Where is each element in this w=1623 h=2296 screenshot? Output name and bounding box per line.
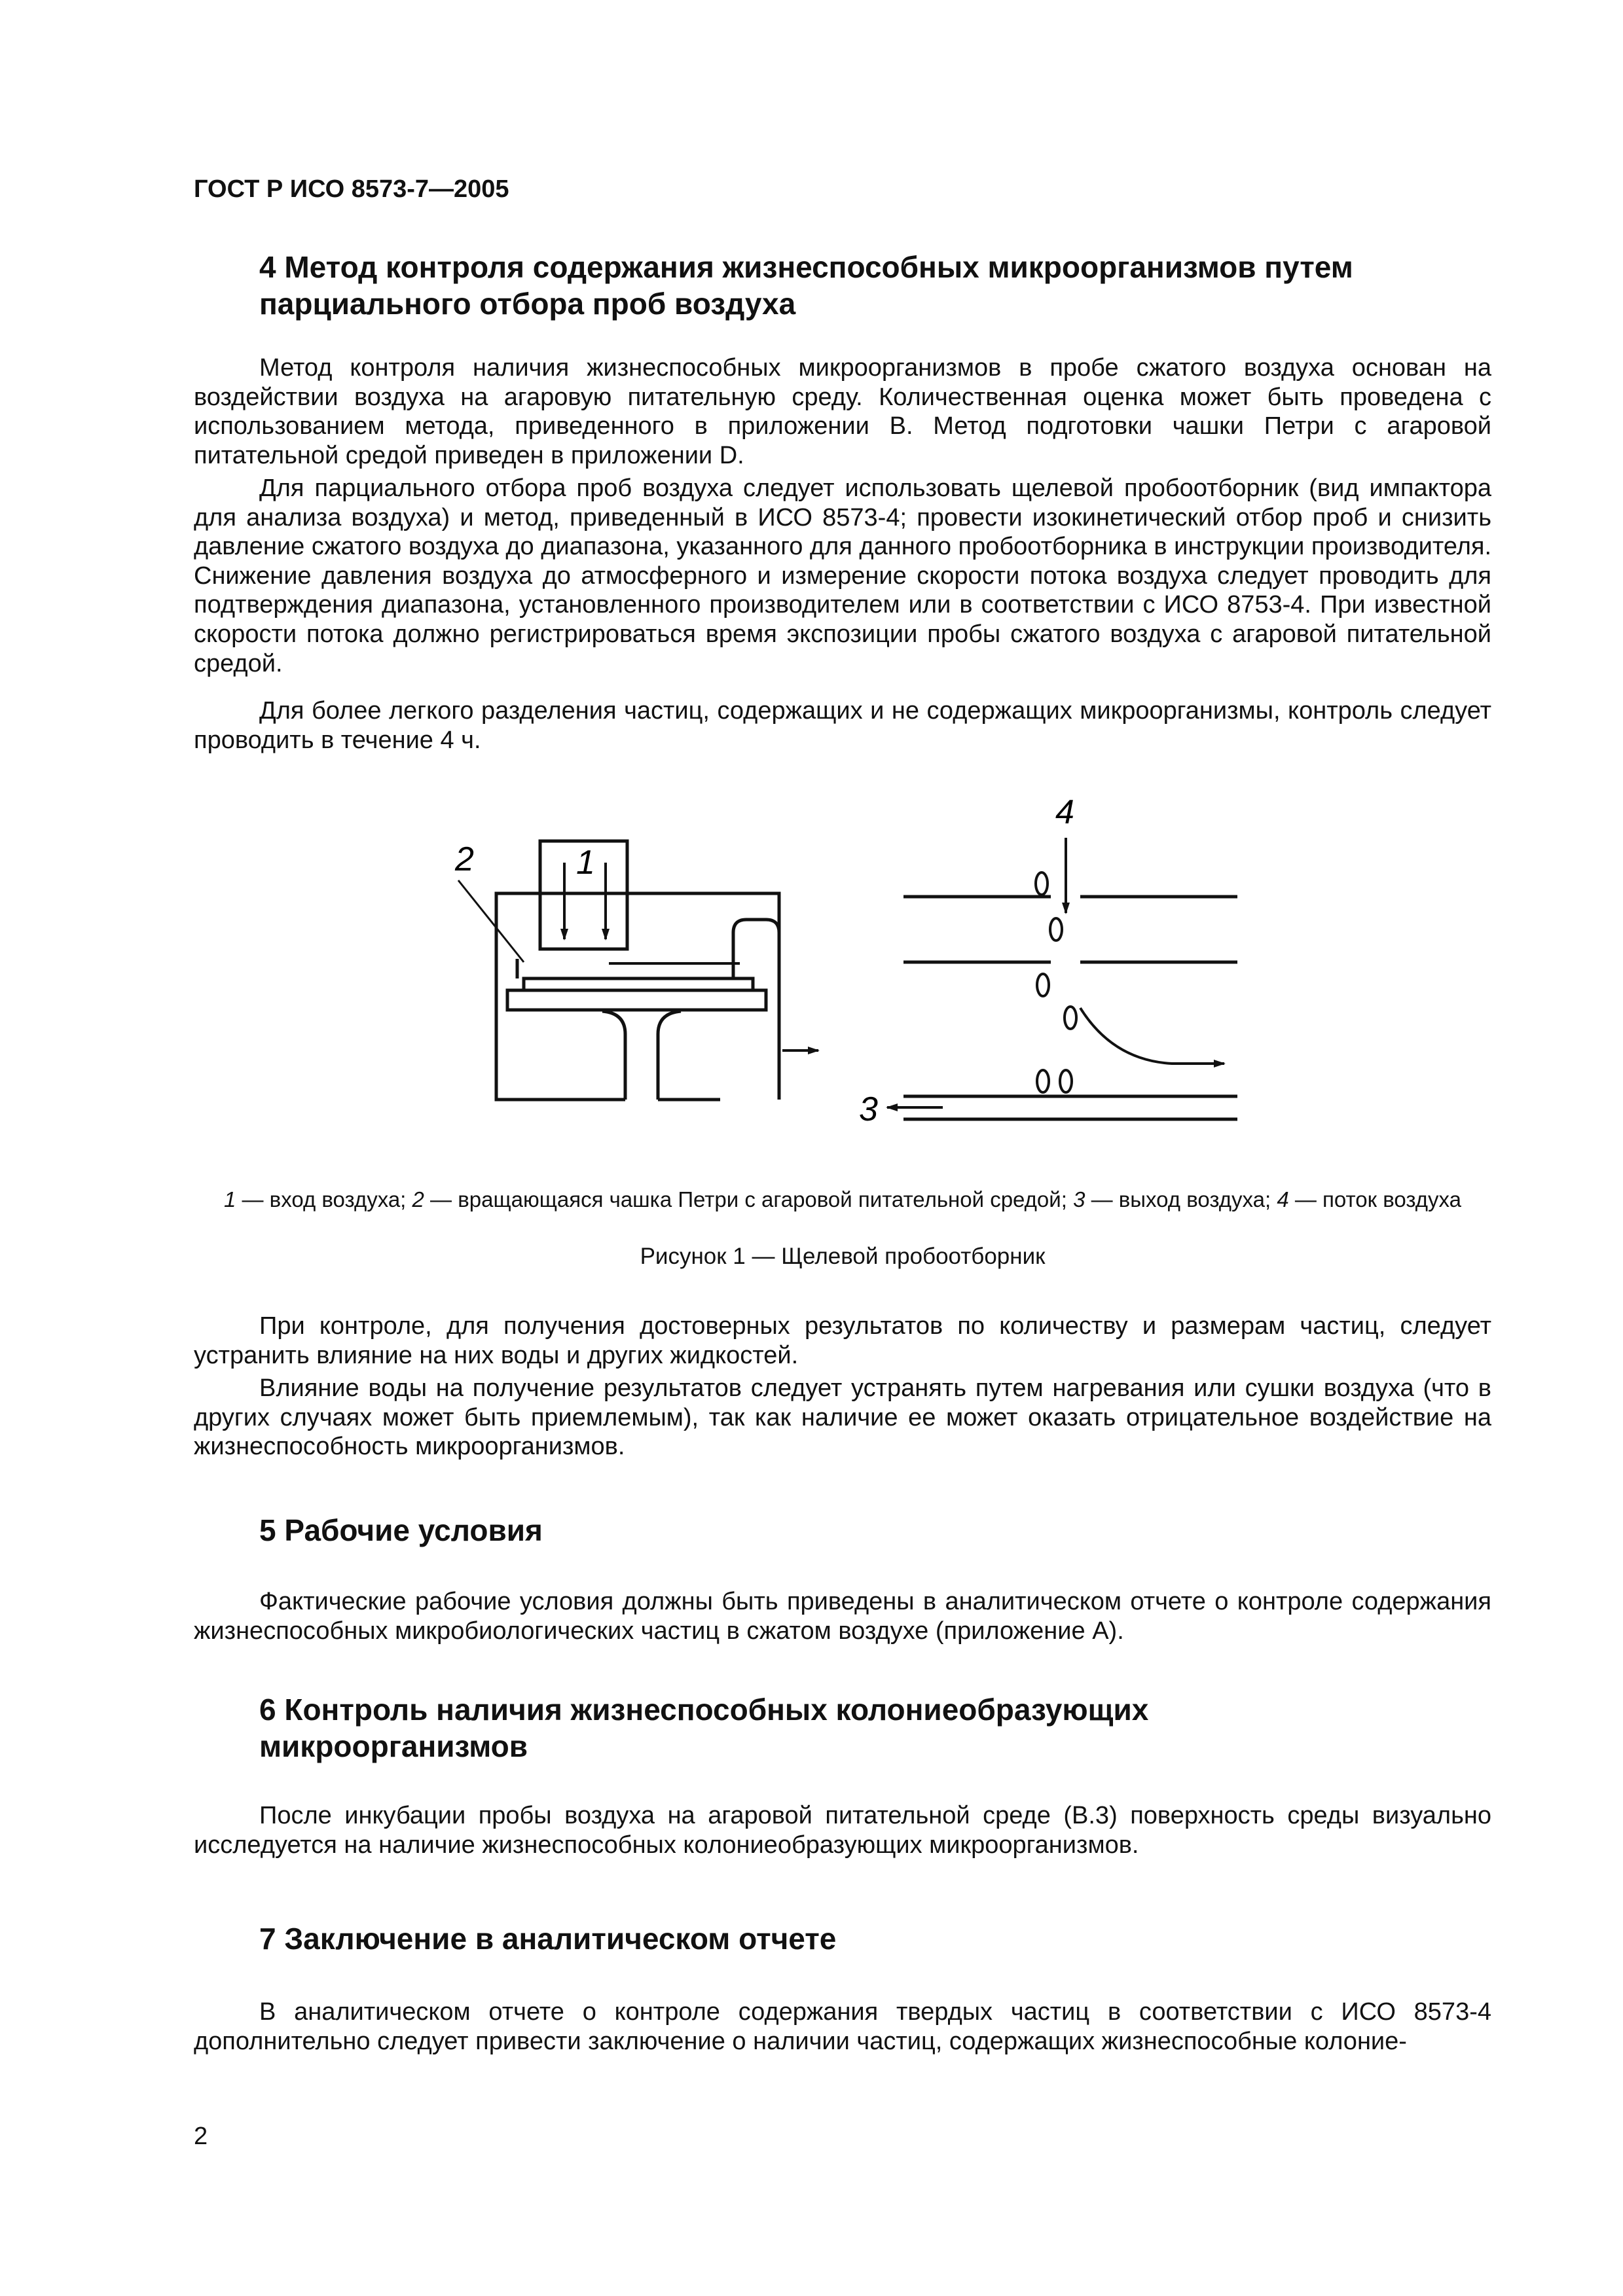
section-4-paragraph-3: Для более легкого разделения частиц, содержащих и не содержащих микроорганизмы, контроль следует проводить в течение 4 ч. [194,697,1491,754]
legend-text-1: — вход воздуха; [236,1187,412,1211]
rotating-stand [602,1011,681,1100]
section-6-title-line1: 6 Контроль наличия жизнеспособных колониеобразующих [259,1693,1149,1727]
section-6-title-line2: микроорганизмов [259,1729,528,1763]
legend-number-4: 4 [1277,1187,1289,1211]
section-4-title-line1: 4 Метод контроля содержания жизнеспособных микроорганизмов путем [259,250,1353,284]
section-4-paragraph-2: Для парциального отбора проб воздуха следует использовать щелевой пробоотборник (вид импактора для анализа воздуха) и метод, приведенный в ИСО 8573-4; провести изокинетический отбор проб и снизить давление сжатого воздуха до диапазона, указанного для данного пробоотборника в инструкции производителя. Снижение давления воздуха до атмосферного и измерение скорости потока воздуха следует проводить для подтверждения диапазона, установленного производителем или в соответствии с ИСО 8753-4. При известной скорости потока должно регистрироваться время экспозиции пробы сжатого воздуха с агаровой питательной средой. [194,475,1491,677]
section-5-heading: 5 Рабочие условия [259,1513,543,1547]
section-6-paragraph-1: После инкубации пробы воздуха на агаровой питательной среде (В.3) поверхность среды визуально исследуется на наличие жизнеспособных колониеобразующих микроорганизмов. [194,1802,1491,1859]
particle-2 [1050,918,1062,941]
legend-number-1: 1 [223,1187,236,1211]
callout-3: 3 [859,1090,878,1128]
document-header: ГОСТ Р ИСО 8573-7—2005 [194,175,509,203]
callout-2: 2 [455,840,474,878]
petri-dish [507,990,766,1010]
section-4-title-line2: парциального отбора проб воздуха [259,287,796,321]
legend-text-2: — вращающаяся чашка Петри с агаровой питательной средой; [424,1187,1074,1211]
outlet-tube [733,920,779,1050]
section-7-paragraph-1: В аналитическом отчете о контроле содержания твердых частиц в соответствии с ИСО 8573-4 дополнительно следует привести заключение о наличии частиц, содержащих жизнеспособные колоние- [194,1998,1491,2055]
legend-text-3: — выход воздуха; [1085,1187,1277,1211]
section-4-paragraph-1: Метод контроля наличия жизнеспособных микроорганизмов в пробе сжатого воздуха основан на воздействии воздуха на агаровую питательную среду. Количественная оценка может быть проведена с использованием метода, приведенного в приложении В. Метод подготовки чашки Петри с агаровой питательной средой приведен в приложении D. [194,354,1491,469]
section-6-heading [259,1691,1503,1765]
page-number: 2 [194,2123,208,2150]
particle-5 [1037,1070,1049,1092]
legend-text-4: — поток воздуха [1288,1187,1462,1211]
section-7-heading: 7 Заключение в аналитическом отчете [259,1922,837,1956]
legend-number-3: 3 [1073,1187,1085,1211]
particle-4 [1065,1007,1076,1029]
particle-3 [1037,974,1049,996]
airflow-curve-arrow [1080,1008,1224,1064]
after-figure-paragraph-2: Влияние воды на получение результатов следует устранять путем нагревания или сушки воздуха (что в других случаях может быть приемлемым), так как наличие ее может оказать отрицательное воздействие на жизнеспособность микроорганизмов. [194,1374,1491,1461]
after-figure-paragraph-1: При контроле, для получения достоверных результатов по количеству и размерам частиц, следует устранить влияние на них воды и других жидкостей. [194,1312,1491,1369]
figure-1-caption: Рисунок 1 — Щелевой пробоотборник [640,1244,1046,1269]
particle-6 [1060,1070,1072,1092]
particle-1 [1036,872,1048,895]
callout-4: 4 [1055,793,1074,831]
legend-number-2: 2 [412,1187,424,1211]
petri-dish-rim [524,978,753,990]
figure-1-legend [194,1187,1491,1212]
figure-1-slit-sampler-diagram [432,785,1296,1152]
section-5-paragraph-1: Фактические рабочие условия должны быть приведены в аналитическом отчете о контроле содержания жизнеспособных микробиологических частиц в сжатом воздухе (приложение А). [194,1588,1491,1645]
section-4-heading [259,249,1503,322]
callout-1: 1 [576,844,595,882]
